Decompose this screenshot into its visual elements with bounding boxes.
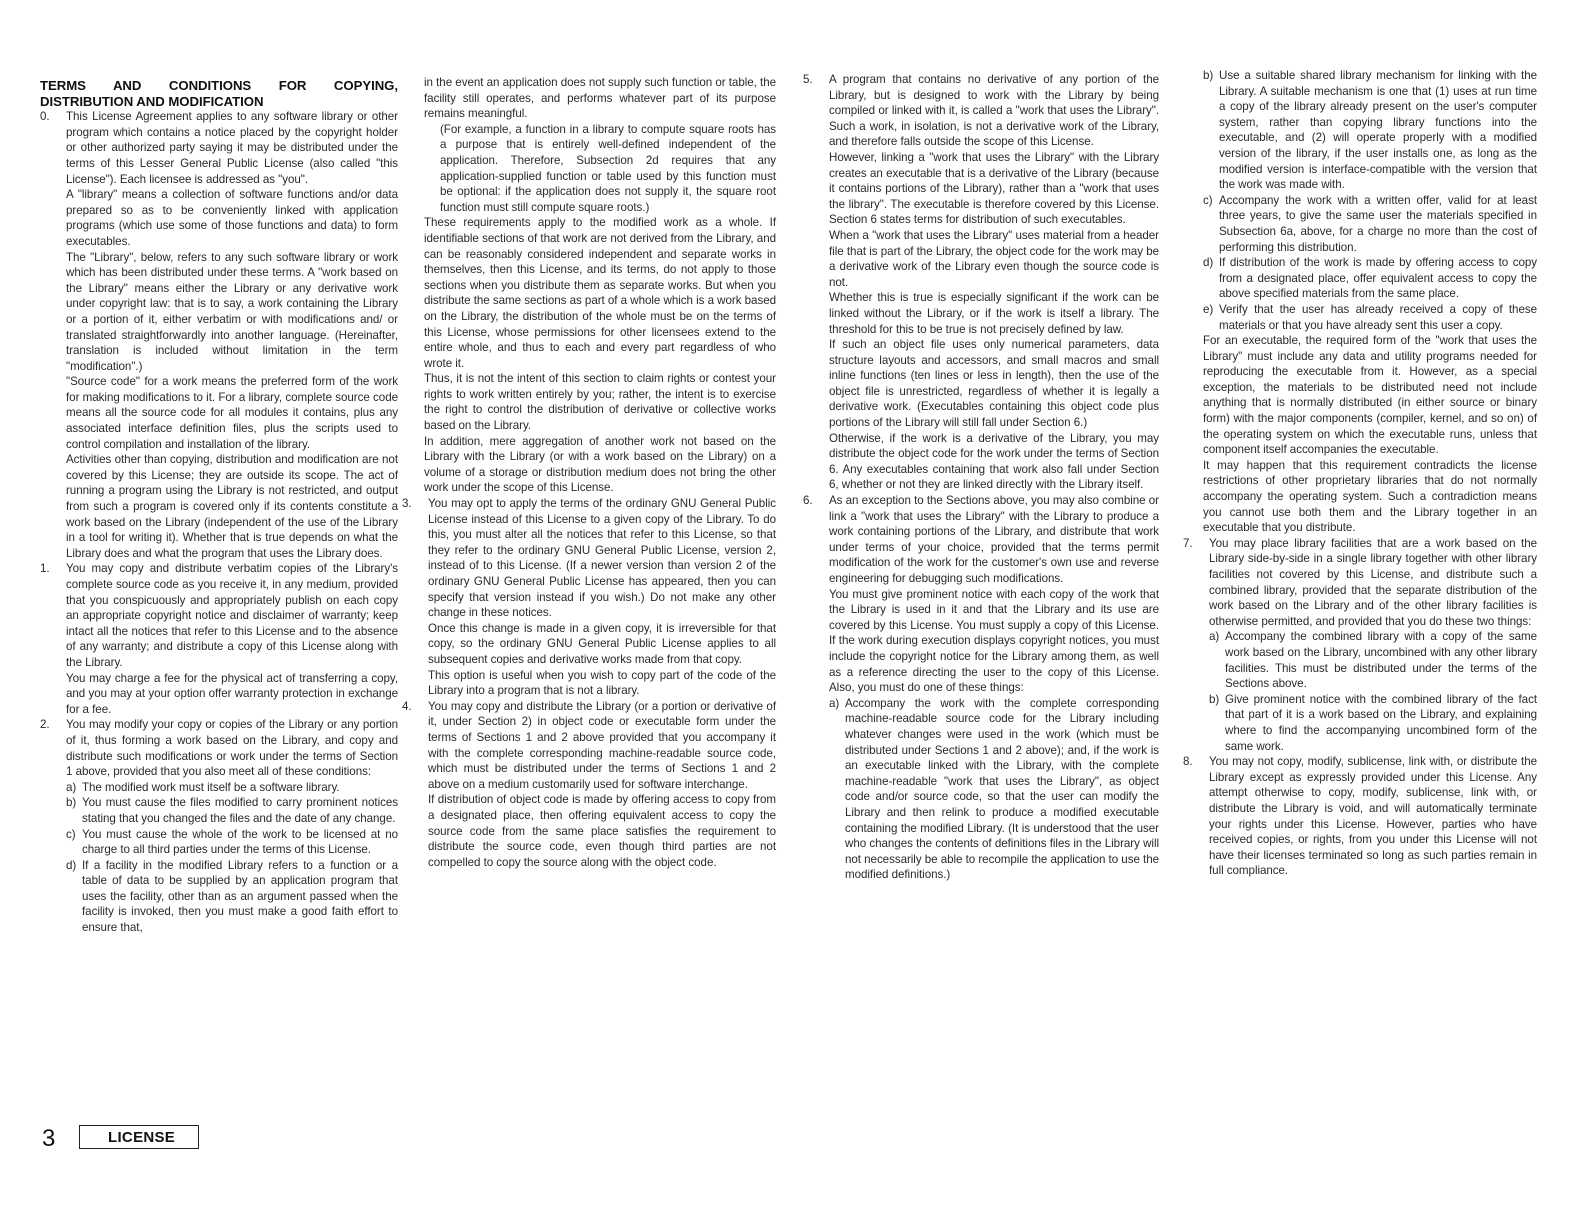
subsection-text: Accompany the combined library with a copy of the same work based on the Library, uncombined with any other library facilities. This must be distributed under the terms of the Sections above. xyxy=(1225,630,1537,691)
section-8 xyxy=(1183,754,1537,879)
subsection-label: b) xyxy=(66,796,77,810)
paragraph: In addition, mere aggregation of another work not based on the Library with the Library (or with a work based on the Library) on a volume of a storage or distribution medium does not bring the other work under the scope of this License. xyxy=(424,434,776,495)
paragraph: It may happen that this requirement contradicts the license restrictions of other proprietary libraries that do not normally accompany the operating system. Such a contradiction means you cannot use both them and the Library together in an executable that you distribute. xyxy=(1203,458,1537,535)
section-5 xyxy=(803,72,1159,493)
column-3 xyxy=(803,72,1159,883)
paragraph: As an exception to the Sections above, you may also combine or link a "work that uses the Library" with the Library to produce a work containing portions of the Library, and distribute that work under terms of your choice, provided that the terms permit modification of the work for the customer's own use and reverse engineering for debugging such modifications. xyxy=(829,494,1159,585)
subsection-b xyxy=(66,795,398,826)
subsection-label: d) xyxy=(66,858,77,872)
section-6 xyxy=(803,493,1159,883)
column-4 xyxy=(1183,68,1537,879)
paragraph: A program that contains no derivative of any portion of the Library, but is designed to work with the Library by being compiled or linked with it, is called a "work that uses the Library". Such a work, in isolation, is not a derivative work of the Library, and therefore falls outside the scope of this License. xyxy=(829,73,1159,149)
subsection-label: e) xyxy=(1203,302,1214,316)
paragraph: You may opt to apply the terms of the ordinary GNU General Public License instead of this License to a given copy of the Library. To do this, you must alter all the notices that refer to this License, so that they refer to the ordinary GNU General Public License, version 2, instead of to this License. (If a newer version than version 2 of the ordinary GNU General Public License has appeared, then you can specify that version instead if you wish.) Do not make any other change in these notices. xyxy=(428,497,776,620)
subsection-label: c) xyxy=(1203,193,1213,207)
section-number: 4. xyxy=(402,699,412,713)
subsection-text: If a facility in the modified Library refers to a function or a table of data to be supplied by an application program that uses the facility, other than as an argument passed when the facility is invoked, then you must make a good faith effort to ensure that, xyxy=(82,858,398,935)
paragraph: You must give prominent notice with each copy of the work that the Library is used in it and that the Library and its use are covered by this License. You must supply a copy of this License. If the work during execution displays copyright notices, you must include the copyright notice for the Library among them, as well as a reference directing the user to the copy of this License. Also, you must do one of these things: xyxy=(829,587,1159,695)
subsection-a xyxy=(829,696,1159,883)
paragraph: If such an object file uses only numerical parameters, data structure layouts and accessors, and small macros and small inline functions (ten lines or less in length), then the use of the object file is unrestricted, regardless of whether it is legally a derivative work. (Executables containing this object code plus portions of the Library will still fall under Section 6.) xyxy=(829,338,1159,430)
heading-line-1: TERMS AND CONDITIONS FOR COPYING, xyxy=(40,78,398,93)
section-4 xyxy=(402,699,776,871)
paragraph: You may place library facilities that are a work based on the Library side-by-side in a single library together with other library facilities not covered by this License, and distribute such a combined library, provided that the separate distribution of the work based on the Library and of the other library facilities is otherwise permitted, and provided that you do these two things: xyxy=(1209,536,1537,628)
section-2-continued xyxy=(424,75,776,215)
subsection-d xyxy=(66,858,398,936)
paragraph: You may modify your copy or copies of the Library or any portion of it, thus forming a work based on the Library, and copy and distribute such modifications or work under the terms of Section 1 above, provided that you also meet all of these conditions: xyxy=(66,718,398,779)
subsection-label: c) xyxy=(66,827,76,841)
subsection-text: The modified work must itself be a software library. xyxy=(82,780,340,794)
page-number: 3 xyxy=(42,1125,56,1152)
column-1 xyxy=(40,78,398,936)
heading-line-2: DISTRIBUTION AND MODIFICATION xyxy=(40,93,264,109)
section-number: 7. xyxy=(1183,536,1193,550)
section-2 xyxy=(40,717,398,935)
paragraph: The "Library", below, refers to any such software library or work which has been distributed under these terms. A "work based on the Library" means either the Library or any derivative work under copyright law: that is to say, a work containing the Library or a portion of it, either verbatim or with modifications and/ or translated straightforwardly into another language. (Hereinafter, translation is included without limitation in the term "modification".) xyxy=(66,250,398,373)
paragraph: You may copy and distribute the Library (or a portion or derivative of it, under Section 2) in object code or executable form under the terms of Sections 1 and 2 above provided that you accompany it with the complete corresponding machine-readable source code, which must be distributed under the terms of Sections 1 and 2 above on a medium customarily used for software interchange. xyxy=(428,699,776,791)
subsection-text: Give prominent notice with the combined library of the fact that part of it is a work based on the Library, and explaining where to find the accompanying uncombined form of the same work. xyxy=(1225,692,1537,753)
section-number: 8. xyxy=(1183,755,1193,769)
paragraph: This License Agreement applies to any software library or other program which contains a notice placed by the copyright holder or other authorized party saying it may be distributed under the terms of this Lesser General Public License (also called "this License"). Each licensee is addressed as "you". xyxy=(66,110,398,186)
paragraph: Once this change is made in a given copy, it is irreversible for that copy, so the ordinary GNU General Public License applies to all subsequent copies and derivative works made from that copy. xyxy=(428,621,776,666)
terms-heading xyxy=(40,78,398,109)
paragraph: (For example, a function in a library to compute square roots has a purpose that is entirely well-defined independent of the application. Therefore, Subsection 2d requires that any application-supplied function or table used by this function must be optional: if the application does not supply it, the square root function must still compute square roots.) xyxy=(440,122,776,214)
paragraph: You may not copy, modify, sublicense, link with, or distribute the Library except as expressly provided under this License. Any attempt otherwise to copy, modify, sublicense, link with, or distribute the Library is void, and will automatically terminate your rights under this License. However, parties who have received copies, or rights, from you under this License will not have their licenses terminated so long as such parties remain in full compliance. xyxy=(1209,755,1537,878)
paragraph: A "library" means a collection of software functions and/or data prepared so as to be conveniently linked with application programs (which use some of those functions and data) to form executables. xyxy=(66,188,398,248)
paragraph: You may copy and distribute verbatim copies of the Library's complete source code as you receive it, in any medium, provided that you conspicuously and appropriately publish on each copy an appropriate copyright notice and disclaimer of warranty; keep intact all the notices that refer to this License and to the absence of any warranty; and distribute a copy of this License along with the Library. xyxy=(66,562,398,669)
paragraph: Activities other than copying, distribution and modification are not covered by this License; they are outside its scope. The act of running a program using the Library is not restricted, and output from such a program is covered only if its contents constitute a work based on the Library (independent of the use of the Library in a tool for writing it). Whether that is true depends on what the Library does and what the program that uses the Library does. xyxy=(66,453,398,560)
section-6-continued xyxy=(1183,68,1537,536)
section-label-box: LICENSE xyxy=(79,1125,199,1149)
paragraph: This option is useful when you wish to copy part of the code of the Library into a program that is not a library. xyxy=(428,668,776,698)
subsection-text: You must cause the whole of the work to be licensed at no charge to all third parties under the terms of this License. xyxy=(82,827,398,857)
section-number: 0. xyxy=(40,110,50,124)
subsection-text: If distribution of the work is made by offering access to copy from a designated place, offer equivalent access to copy the above specified materials from the same place. xyxy=(1219,256,1537,301)
paragraph: When a "work that uses the Library" uses material from a header file that is part of the Library, the object code for the work may be a derivative work of the Library even though the source code is not. xyxy=(829,228,1159,289)
paragraph: These requirements apply to the modified work as a whole. If identifiable sections of that work are not derived from the Library, and can be reasonably considered independent and separate works in themselves, then this License, and its terms, do not apply to those sections when you distribute them as separate works. But when you distribute the same sections as part of a whole which is a work based on the Library, the distribution of the whole must be on the terms of this License, whose permissions for other licensees extend to the entire whole, and thus to each and every part regardless of who wrote it. xyxy=(424,216,776,370)
section-number: 6. xyxy=(803,494,813,508)
subsection-label: b) xyxy=(1209,692,1220,706)
section-number: 1. xyxy=(40,562,50,576)
subsection-text: Accompany the work with a written offer, valid for at least three years, to give the same user the materials specified in Subsection 6a, above, for a charge no more than the cost of performing this distribution. xyxy=(1219,193,1537,254)
section-1 xyxy=(40,561,398,717)
paragraph: For an executable, the required form of the "work that uses the Library" must include any data and utility programs needed for reproducing the executable from it. However, as a special exception, the materials to be distributed need not include anything that is normally distributed (in either source or binary form) with the major components (compiler, kernel, and so on) of the operating system on which the executable runs, unless that component itself accompanies the executable. xyxy=(1203,334,1537,457)
paragraph: You may charge a fee for the physical act of transferring a copy, and you may at your option offer warranty protection in exchange for a fee. xyxy=(66,671,398,716)
subsection-text: Use a suitable shared library mechanism for linking with the Library. A suitable mechanism is one that (1) uses at run time a copy of the library already present on the user's computer system, rather than copying library functions into the executable, and (2) will operate properly with a modified version of the library, if the user installs one, as long as the modified version is interface-compatible with the version that the work was made with. xyxy=(1219,69,1537,192)
subsection-a xyxy=(1209,629,1537,691)
section-0 xyxy=(40,109,398,561)
section-number: 2. xyxy=(40,718,50,732)
section-7 xyxy=(1183,536,1537,754)
paragraph: However, linking a "work that uses the Library" with the Library creates an executable that is a derivative of the Library (because it contains portions of the Library), rather than a "work that uses the library". The executable is therefore covered by this License. Section 6 states terms for distribution of such executables. xyxy=(829,150,1159,227)
subsection-label: b) xyxy=(1203,69,1214,82)
subsection-c xyxy=(1203,193,1537,255)
section-3 xyxy=(402,496,776,699)
paragraph: If distribution of object code is made by offering access to copy from a designated place, then offering equivalent access to copy the source code from the same place satisfies the requirement to distribute the source code, even though third parties are not compelled to copy the source along with the object code. xyxy=(428,793,776,869)
subsection-label: d) xyxy=(1203,256,1214,270)
subsection-b xyxy=(1209,692,1537,754)
paragraph: Otherwise, if the work is a derivative of the Library, you may distribute the object code for the work under the terms of Section 6. Any executables containing that work also fall under Section 6, whether or not they are linked directly with the Library itself. xyxy=(829,431,1159,492)
paragraph: Thus, it is not the intent of this section to claim rights or contest your rights to work written entirely by you; rather, the intent is to exercise the right to control the distribution of derivative or collective works based on the Library. xyxy=(424,372,776,433)
subsection-label: a) xyxy=(829,696,840,710)
subsection-e xyxy=(1203,302,1537,333)
subsection-text: Verify that the user has already received a copy of these materials or that you have already sent this user a copy. xyxy=(1219,302,1537,332)
subsection-b xyxy=(1203,68,1537,193)
subsection-text: You must cause the files modified to carry prominent notices stating that you changed the files and the date of any change. xyxy=(82,796,398,825)
subsection-c xyxy=(66,827,398,858)
paragraph: in the event an application does not supply such function or table, the facility still operates, and performs whatever part of its purpose remains meaningful. xyxy=(424,76,776,121)
subsection-label: a) xyxy=(1209,630,1220,644)
section-number: 5. xyxy=(803,73,813,86)
section-number: 3. xyxy=(402,497,412,511)
column-2 xyxy=(402,75,776,870)
subsection-d xyxy=(1203,255,1537,302)
subsection-label: a) xyxy=(66,780,77,794)
subsection-a xyxy=(66,780,398,796)
paragraph: "Source code" for a work means the preferred form of the work for making modifications to it. For a library, complete source code means all the source code for all modules it contains, plus any associated interface definition files, plus the scripts used to control compilation and installation of the library. xyxy=(66,375,398,451)
subsection-text: Accompany the work with the complete corresponding machine-readable source code for the Library including whatever changes were used in the work (which must be distributed under Sections 1 and 2 above); and, if the work is an executable linked with the Library, with the complete machine-readable "work that uses the Library", as object code and/or source code, so that the user can modify the Library and then relink to produce a modified executable containing the modified Library. (It is understood that the user who changes the contents of definitions files in the Library will not necessarily be able to recompile the application to use the modified definitions.) xyxy=(845,696,1159,882)
paragraph: Whether this is true is especially significant if the work can be linked without the Library, or if the work is itself a library. The threshold for this to be true is not precisely defined by law. xyxy=(829,291,1159,336)
